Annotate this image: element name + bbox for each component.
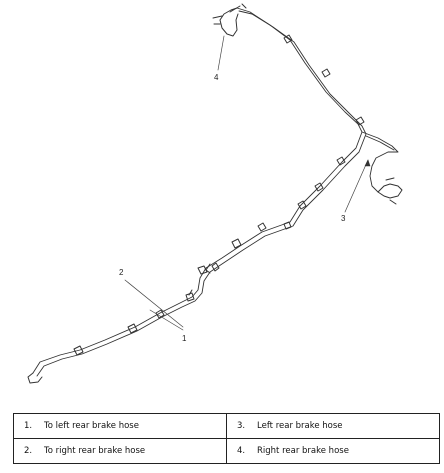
brake-line-lower (37, 11, 366, 376)
callout-number-3: 3 (341, 214, 346, 223)
legend-table (13, 413, 440, 464)
legend-label: Left rear brake hose (257, 421, 343, 431)
legend-number: 1. (24, 421, 33, 431)
right-rear-hose-bracket (213, 4, 246, 24)
legend-row (14, 414, 440, 439)
brake-line-left-rear-branch-2 (366, 136, 394, 150)
brake-line-upper (33, 8, 362, 373)
callout-number-4: 4 (214, 73, 219, 82)
legend-label: To left rear brake hose (44, 421, 139, 431)
front-end-fitting (28, 373, 42, 383)
callout-number-2: 2 (119, 268, 124, 277)
legend-cell (227, 439, 440, 464)
legend-row (14, 439, 440, 464)
legend-number: 3. (237, 421, 246, 431)
legend-cell (14, 414, 227, 439)
legend-number: 2. (24, 446, 33, 456)
legend-label: Right rear brake hose (257, 446, 349, 456)
legend-label: To right rear brake hose (44, 446, 146, 456)
legend-cell (14, 439, 227, 464)
legend-number: 4. (237, 446, 246, 456)
retaining-clips (74, 35, 364, 355)
callout-leaders (125, 36, 368, 330)
callout-number-1: 1 (182, 334, 187, 343)
legend-cell (227, 414, 440, 439)
right-rear-hose-body (220, 8, 238, 36)
left-rear-hose-fitting (378, 178, 402, 204)
callout-3-arrowhead (365, 160, 370, 166)
